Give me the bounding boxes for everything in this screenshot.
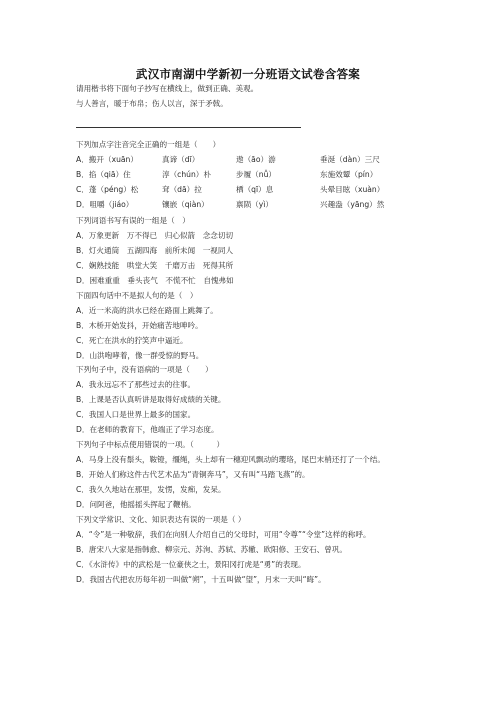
q6-option-a: A．“令”是一种敬辞，我们在向别人介绍自己的父母时，可用“令尊”“令堂”这样的称呼。 (76, 530, 371, 539)
q4-option-c: C．我国人口是世界上最多的国家。 (76, 410, 196, 419)
q2-option-b: B．灯火通筒 五湖四海 前所未闻 一视同人 (76, 246, 234, 255)
q1-d-1: D．咀嚼（jiáo） (76, 200, 134, 209)
q3-stem: 下面四句话中不是拟人句的是（ ） (76, 291, 198, 300)
q5-option-c: C．我久久地站在那里，发愣，发痴，发呆。 (76, 485, 226, 494)
q1-c-1: C．蓬（péng）松 (76, 185, 139, 194)
q3-option-a: A．近一米高的洪水已经在路面上跳舞了。 (76, 306, 218, 315)
q2-stem: 下列词语书写有误的一组是（ ） (76, 216, 190, 225)
q4-stem: 下列句子中，没有语病的一项是（ ） (76, 365, 213, 374)
q6-option-b: B．唐宋八大家是指韩愈、柳宗元、苏洵、苏轼、苏辙、欧阳修、王安石、曾巩。 (76, 545, 347, 554)
q5-option-b: B．开始人们称这件古代艺术品为“青铜奔马”，又有叫“马踏飞燕”的。 (76, 470, 310, 479)
q1-b-4: 东施效颦（pín） (320, 170, 378, 179)
q6-stem: 下列文学常识、文化、知识表达有误的一项是（ ） (76, 515, 246, 524)
q1-d-4: 兴趣盎（yāng）然 (320, 200, 385, 209)
q6-option-c: C．《水浒传》中的武松是一位豪侠之士，景阳冈打虎是“勇”的表现。 (76, 560, 306, 569)
q1-stem: 下列加点字注音完全正确的一组是（ ） (76, 140, 221, 149)
q2-option-d: D．困难重重 垂头丧气 不慌不忙 自愧弗如 (76, 276, 234, 285)
q4-option-b: B．上课是否认真听讲是取得好成绩的关键。 (76, 395, 226, 404)
writing-line[interactable] (76, 127, 301, 128)
q1-a-2: 真谛（dī） (162, 155, 200, 164)
q1-c-3: 栖（qī）息 (236, 185, 274, 194)
q1-c-4: 头晕目眩（xuàn） (320, 185, 385, 194)
q1-b-3: 步履（nǚ） (236, 170, 277, 179)
q1-c-2: 耷（dā）拉 (162, 185, 202, 194)
copy-instruction: 请用楷书将下面句子抄写在横线上，做到正确、美观。 (76, 84, 259, 93)
q2-option-c: C．娴熟技能 哄堂大笑 千磨万击 死得其所 (76, 261, 234, 270)
q2-option-a: A．万象更新 万不得已 归心似箭 念念切切 (76, 231, 234, 240)
q5-option-d: D．问阿爸，他摇摇头挥起了鞭梢。 (76, 500, 196, 509)
copy-sentence: 与人善言，暖于布帛；伤人以言，深于矛戟。 (76, 99, 228, 108)
q4-option-a: A．我永远忘不了那些过去的往事。 (76, 380, 196, 389)
page-title: 武汉市南湖中学新初一分班语文试卷含答案 (135, 67, 361, 81)
q5-option-a: A．马身上没有鬃头，鞍镫，缰绳，头上却有一穗迎风飘动的璎珞，尾巴末梢还打了一个结。 (76, 455, 385, 464)
q3-option-c: C．死亡在洪水的狞笑声中逼近。 (76, 336, 188, 345)
q1-a-3: 遨（āo）游 (236, 155, 276, 164)
q1-a-4: 垂涎（dàn）三尺 (320, 155, 380, 164)
q1-d-3: 禀陨（yì） (236, 200, 273, 209)
q3-option-b: B．木桥开始发抖，开始痛苦地呻吟。 (76, 321, 203, 330)
q3-option-d: D．山洪咆哮着，像一群受惊的野马。 (76, 351, 204, 360)
q1-b-2: 淳（chún）朴 (162, 170, 211, 179)
q4-option-d: D．在老师的教育下，他端正了学习态度。 (76, 425, 219, 434)
q1-a-1: A．搬开（xuān） (76, 155, 138, 164)
q6-option-d: D．我国古代把农历每年初一叫做“朔”，十五叫做“望”，月末一天叫“晦”。 (76, 575, 326, 584)
q5-stem: 下列句子中标点使用错误的一项。（ ） (76, 440, 225, 449)
q1-b-1: B．掐（qiā）住 (76, 170, 131, 179)
q1-d-2: 镶嵌（qiàn） (162, 200, 209, 209)
